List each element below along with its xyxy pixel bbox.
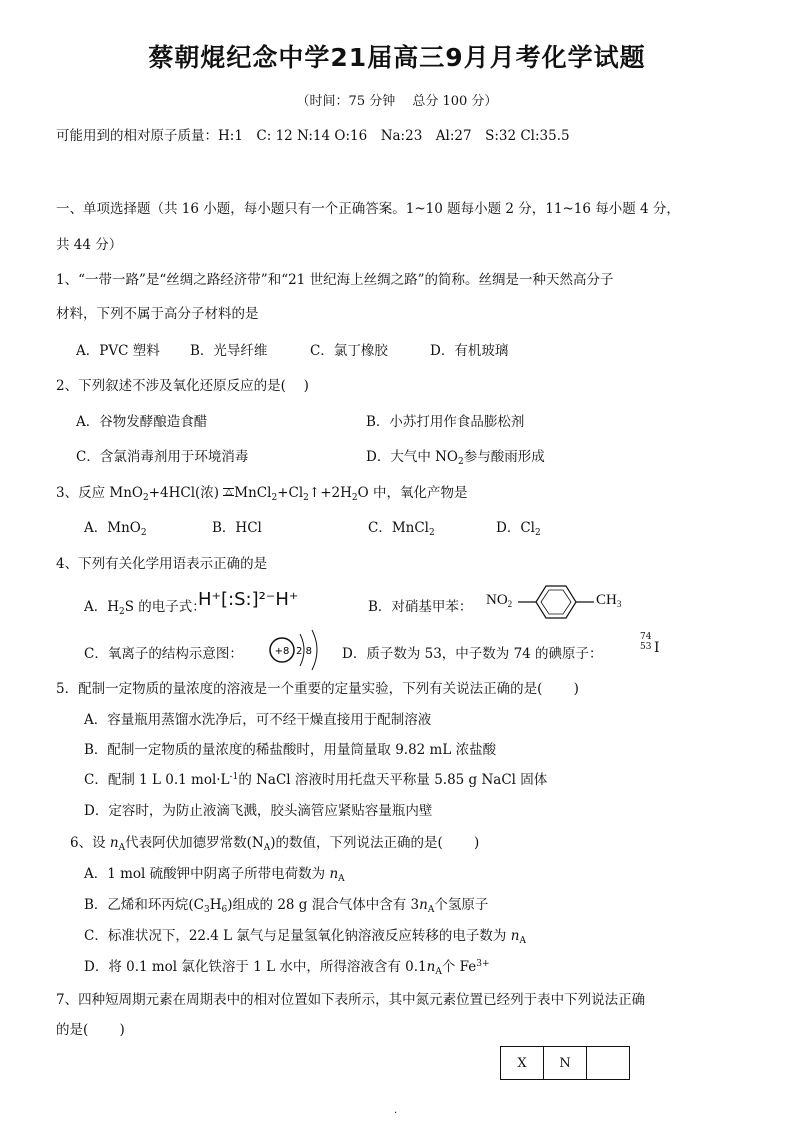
q5-option-a: A．容量瓶用蒸馏水洗净后，可不经干燥直接用于配制溶液 [84, 712, 432, 728]
page-title: 蔡朝焜纪念中学21届高三9月月考化学试题 [148, 43, 646, 72]
q1-option-d: D．有机玻璃 [430, 343, 509, 359]
q4-stem: 4、下列有关化学用语表示正确的是 [56, 556, 268, 572]
iodine-nuclide-symbol: 74 53 [640, 632, 652, 652]
q2-option-d: D．大气中 $NO_2$参与酸雨形成 [366, 449, 545, 467]
atomic-masses: 可能用到的相对原子质量：H:1 C: 12 N:14 O:16 Na:23 Al:27 S:32 Cl:35.5 [56, 128, 570, 144]
q1-option-a: A．PVC 塑料 [76, 343, 160, 359]
page-footer-mark: · [394, 1108, 398, 1119]
q3-option-a: A．MnO$_2$ [84, 520, 147, 538]
q3-stem: 3、反应 MnO$_2$+4HCl(浓) △ $MnCl_2+Cl_2↑+2H_2O$ 中，氧化产物是 [56, 485, 468, 503]
q1-stem-line2: 材料，下列不属于高分子材料的是 [56, 306, 259, 322]
q4-option-a: A．$H_2S$ 的电子式： [84, 599, 206, 617]
q5-option-c: C．配制 1 L 0.1 $mol\cdot L^{-1}$的 NaCl 溶液时用托盘天平称量 5.85 g NaCl 固体 [84, 772, 548, 788]
benzene-ring-icon [518, 582, 594, 622]
q6-option-b: B．乙烯和环丙烷$(C_3H_6)$组成的 28 g 混合气体中含有 $3n_A$个氢原子 [84, 897, 489, 915]
q1-option-b: B．光导纤维 [190, 343, 268, 359]
nucleus-charge-label: +8 [274, 646, 290, 657]
iodine-symbol: I [654, 640, 660, 656]
q2-option-b: B．小苏打用作食品膨松剂 [366, 414, 525, 430]
q4-option-d: D．质子数为 53，中子数为 74 的碘原子： [342, 646, 603, 662]
exam-time-info: （时间：75 分钟 总分 100 分） [296, 94, 498, 109]
periodic-table-fragment [500, 1046, 630, 1080]
q6-option-d: D．将 0.1 mol 氯化铁溶于 1 L 水中，所得溶液含有 $0.1n_A$个 $Fe^{3+}$ [84, 959, 490, 977]
h2s-electron-formula: H⁺[:S:]²⁻H⁺ [198, 589, 299, 610]
heating-condition-arrow: △ [225, 487, 233, 497]
table-cell-empty [587, 1047, 630, 1080]
q5-option-d: D．定容时，为防止液滴飞溅，胶头滴管应紧贴容量瓶内壁 [84, 803, 433, 819]
q3-option-b: B．HCl [212, 520, 262, 536]
q7-stem-line2: 的是( ) [56, 1022, 125, 1038]
section-heading-line1: 一、单项选择题（共 16 小题，每小题只有一个正确答案。1~10 题每小题 2 分，11~16 每小题 4 分， [56, 201, 680, 217]
section-heading-line2: 共 44 分） [56, 237, 123, 253]
methyl-group: $CH_3$ [596, 592, 622, 609]
q3-option-d: D．$Cl_2$ [496, 520, 541, 538]
q6-stem: 6、设 $n_A$代表阿伏加德罗常数$(N_A)$的数值，下列说法正确的是( ) [70, 835, 480, 853]
q2-stem: 2、下列叙述不涉及氧化还原反应的是( ) [56, 378, 309, 394]
q7-stem-line1: 7、四种短周期元素在周期表中的相对位置如下表所示，其中氮元素位置已经列于表中下列说法正确 [56, 992, 646, 1008]
q2-option-c: C．含氯消毒剂用于环境消毒 [76, 449, 249, 465]
q3-option-c: C．MnCl$_2$ [368, 520, 435, 538]
electron-shell-counts: 2 8 [296, 646, 312, 657]
q1-option-c: C．氯丁橡胶 [310, 343, 388, 359]
q5-stem: 5．配制一定物质的量浓度的溶液是一个重要的定量实验，下列有关说法正确的是( ) [56, 681, 579, 697]
q4-option-c: C．氧离子的结构示意图： [84, 646, 243, 662]
q4-option-b: B．对硝基甲苯： [368, 599, 473, 615]
q6-option-c: C．标准状况下，22.4 L 氯气与足量氢氧化钠溶液反应转移的电子数为 $n_A$ [84, 928, 526, 946]
p-nitrotoluene-formula: $NO_2$ [486, 592, 513, 609]
oxygen-ion-structure-diagram [264, 628, 330, 672]
q6-option-a: A．1 mol 硫酸钾中阴离子所带电荷数为 $n_A$ [84, 866, 345, 884]
q1-stem-line1: 1、“一带一路”是“丝绸之路经济带”和“21 世纪海上丝绸之路”的简称。丝绸是一种天然高分子 [56, 272, 614, 288]
q2-option-a: A．谷物发酵酿造食醋 [76, 414, 208, 430]
table-cell-x: X [501, 1047, 544, 1080]
q5-option-b: B．配制一定物质的量浓度的稀盐酸时，用量筒量取 9.82 mL 浓盐酸 [84, 742, 497, 758]
table-cell-n: N [544, 1047, 587, 1080]
